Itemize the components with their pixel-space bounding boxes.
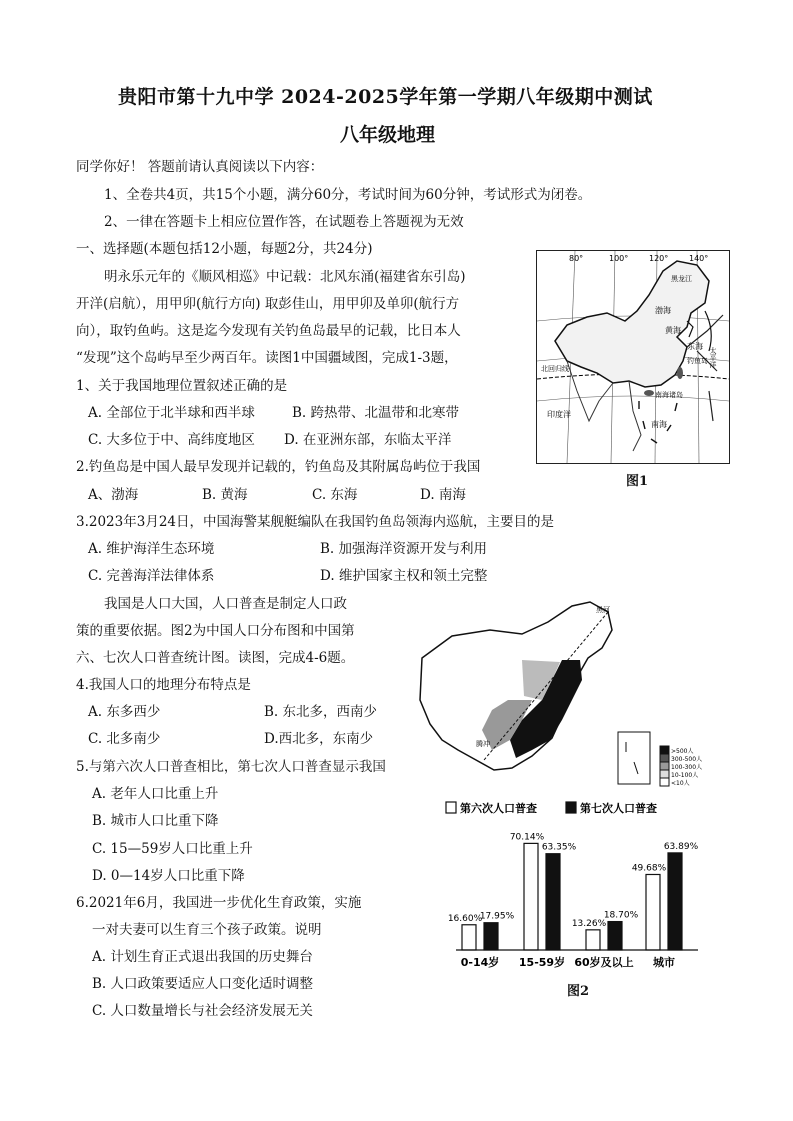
q2-option-b[interactable]: B. 黄海	[202, 487, 248, 503]
lon-label: 80°	[569, 254, 584, 263]
figure2-map	[412, 600, 702, 790]
q5-stem: 5.与第六次人口普查相比，第七次人口普查显示我国	[76, 759, 386, 775]
passage1-line: 明永乐元年的《顺风相巡》中记载：北风东涌(福建省东引岛)	[104, 269, 466, 285]
bar-sixth	[646, 874, 660, 950]
q6-stem: 6.2021年6月，我国进一步优化生育政策，实施	[76, 895, 362, 911]
section-heading: 一、选择题(本题包括12小题，每题2分，共24分)	[76, 241, 373, 257]
q6-option-c[interactable]: C. 人口数量增长与社会经济发展无关	[92, 1003, 313, 1019]
q2-stem: 2.钓鱼岛是中国人最早发现并记载的，钓鱼岛及其附属岛屿位于我国	[76, 459, 481, 475]
q1-option-b[interactable]: B. 跨热带、北温带和北寒带	[292, 405, 460, 421]
bar-seventh	[546, 854, 560, 950]
legend-swatch	[660, 754, 669, 762]
passage1-line: 向），取钓鱼屿。这是迄今发现有关钓鱼岛最早的记载，比日本人	[76, 323, 461, 339]
label-heihe: 黑河	[596, 606, 610, 614]
legend-label: 100-300人	[671, 764, 702, 771]
q2-option-d[interactable]: D. 南海	[420, 487, 466, 503]
q1-option-c[interactable]: C. 大多位于中、高纬度地区	[88, 432, 255, 448]
label-heilongjiang: 黑龙江	[671, 275, 692, 283]
bar-sixth	[462, 925, 476, 950]
figure2-caption: 图2	[567, 984, 590, 999]
legend-swatch	[660, 770, 669, 778]
label-donghai: 东海	[687, 342, 703, 351]
notice-item-1: 1、全卷共4页，共15个小题，满分60分，考试时间为60分钟，考试形式为闭卷。	[104, 187, 592, 203]
category-label: 0-14岁	[460, 956, 500, 969]
legend-label: 300-500人	[671, 756, 702, 763]
label-indian-ocean: 印度洋	[547, 410, 571, 419]
q4-option-a[interactable]: A. 东多西少	[88, 704, 161, 720]
bar-seventh	[668, 853, 682, 950]
notice-greeting: 同学你好！ 答题前请认真阅读以下内容：	[76, 159, 324, 175]
category-label: 15-59岁	[518, 956, 566, 969]
passage2-line: 策的重要依据。图2为中国人口分布图和中国第	[76, 623, 355, 639]
label-tengchong: 腾冲	[476, 740, 490, 748]
legend-swatch	[660, 762, 669, 770]
label-diaoyu: 钓鱼岛	[687, 357, 708, 365]
category-label: 城市	[653, 956, 675, 969]
q4-option-b[interactable]: B. 东北多，西南少	[264, 704, 378, 720]
label-huanghai: 黄海	[665, 326, 681, 335]
q1-option-a[interactable]: A. 全部位于北半球和西半球	[88, 405, 255, 421]
legend-swatch	[660, 746, 669, 754]
q2-option-c[interactable]: C. 东海	[312, 487, 358, 503]
data-label: 17.95%	[479, 911, 515, 922]
label-pacific: 太平洋	[709, 347, 717, 368]
q2-option-a[interactable]: A、渤海	[88, 487, 139, 503]
legend-swatch-sixth	[446, 802, 456, 813]
legend-label-seventh: 第七次人口普查	[580, 802, 657, 815]
q4-option-d[interactable]: D.西北多，东南少	[264, 731, 374, 747]
lon-label: 120°	[649, 254, 669, 263]
q3-option-d[interactable]: D. 维护国家主权和领土完整	[320, 568, 488, 584]
figure1-map-svg	[537, 251, 729, 463]
data-label: 70.14%	[509, 832, 545, 843]
data-label: 63.35%	[541, 842, 577, 853]
q6-option-b[interactable]: B. 人口政策要适应人口变化适时调整	[92, 976, 314, 992]
legend-swatch	[660, 778, 669, 786]
q6-stem: 一对夫妻可以生育三个孩子政策。说明	[92, 922, 322, 938]
notice-item-2: 2、一律在答题卡上相应位置作答，在试题卷上答题视为无效	[104, 214, 464, 230]
q4-stem: 4.我国人口的地理分布特点是	[76, 677, 251, 693]
census-chart	[440, 794, 710, 994]
legend-label-sixth: 第六次人口普查	[460, 802, 537, 815]
category-label: 60岁及以上	[574, 956, 634, 969]
q1-stem: 1、关于我国地理位置叙述正确的是	[76, 378, 288, 394]
q5-option-a[interactable]: A. 老年人口比重上升	[92, 786, 219, 802]
passage1-line: “发现”这个岛屿早至少两百年。读图1中国疆域图，完成1-3题，	[76, 350, 458, 366]
passage2-line: 六、七次人口普查统计图。读图，完成4-6题。	[76, 650, 355, 666]
figure1-caption: 图1	[626, 474, 649, 489]
legend-label: <10人	[671, 780, 690, 787]
data-label: 49.68%	[631, 863, 667, 874]
data-label: 18.70%	[603, 910, 639, 921]
label-bohai: 渤海	[655, 306, 671, 315]
q5-option-d[interactable]: D. 0—14岁人口比重下降	[92, 868, 245, 884]
data-label: 13.26%	[571, 918, 607, 929]
bar-seventh	[484, 923, 498, 950]
q5-option-b[interactable]: B. 城市人口比重下降	[92, 813, 219, 829]
q6-option-a[interactable]: A. 计划生育正式退出我国的历史舞台	[92, 949, 313, 965]
bar-sixth	[586, 930, 600, 950]
q3-option-b[interactable]: B. 加强海洋资源开发与利用	[320, 541, 488, 557]
page-subtitle: 八年级地理	[340, 124, 436, 146]
bar-sixth	[524, 843, 538, 950]
q3-stem: 3.2023年3月24日，中国海警某舰艇编队在我国钓鱼岛领海内巡航，主要目的是	[76, 514, 555, 530]
legend-swatch-seventh	[566, 802, 576, 813]
bar-seventh	[608, 922, 622, 950]
q3-option-a[interactable]: A. 维护海洋生态环境	[88, 541, 215, 557]
passage1-line: 开洋(启航），用甲卯(航行方向) 取彭佳山，用甲卯及单卯(航行方	[76, 296, 460, 312]
q1-option-d[interactable]: D. 在亚洲东部，东临太平洋	[284, 432, 452, 448]
figure2-map-svg	[412, 600, 702, 790]
lon-label: 100°	[609, 254, 629, 263]
data-label: 63.89%	[663, 841, 699, 852]
label-tropic: 北回归线	[541, 365, 569, 373]
page-title: 贵阳市第十九中学 2024-2025学年第一学期八年级期中测试	[118, 86, 653, 108]
q5-option-c[interactable]: C. 15—59岁人口比重上升	[92, 841, 253, 857]
label-nanhai: 南海	[651, 420, 667, 429]
legend-label: 10-100人	[671, 772, 699, 779]
q3-option-c[interactable]: C. 完善海洋法律体系	[88, 568, 215, 584]
q4-option-c[interactable]: C. 北多南少	[88, 731, 161, 747]
figure1-map	[536, 250, 730, 464]
legend-label: >500人	[671, 748, 694, 755]
census-chart-svg	[440, 794, 710, 994]
passage2-line: 我国是人口大国，人口普查是制定人口政	[104, 596, 347, 612]
map-legend	[660, 746, 702, 787]
label-nanhai-islands: 南海诸岛	[655, 391, 683, 399]
lon-label: 140°	[689, 254, 709, 263]
data-label: 16.60%	[447, 913, 483, 924]
